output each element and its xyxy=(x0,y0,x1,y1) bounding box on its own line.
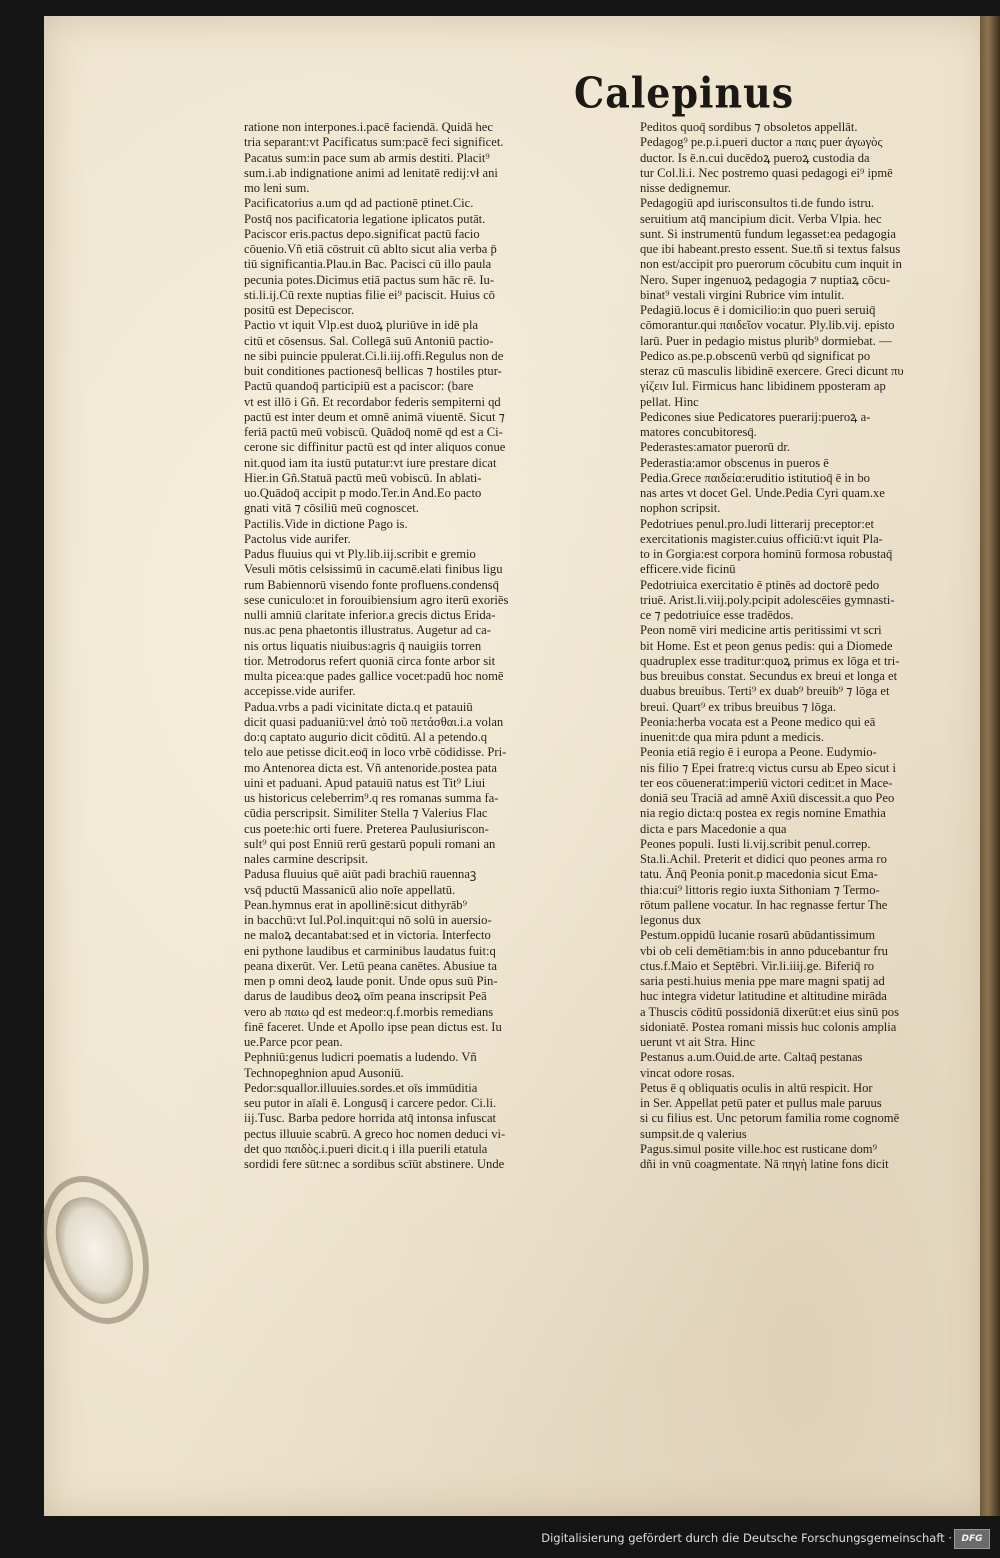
text-line: buit conditiones pactionesq̄ bellicas ⁊ hostiles ptur- xyxy=(244,364,502,378)
text-line: accepisse.vide aurifer. xyxy=(244,684,356,699)
text-line: eni pythone laudibus et carminibus laudatus fuit:q xyxy=(244,943,496,958)
text-line: cūdia perscripsit. Similiter Stella ⁊ Valerius Flac xyxy=(244,806,488,821)
text-line: nas artes vt docet Gel. Unde.Pedia Cyri quam.xe xyxy=(640,486,885,500)
text-line: seu putor in aīali ē. Longusq̄ i carcere pedor. Ci.li. xyxy=(244,1096,497,1110)
text-line: pecunia potes.Dicimus etiā pactus sum hāc rē. Iu- xyxy=(244,272,495,287)
text-line: Pacatus sum:in pace sum ab armis destiti. Placit⁹ xyxy=(244,150,490,165)
text-line: nales carmine descripsit. xyxy=(244,852,369,866)
text-line: dicit quasi paduaniū:vel ἀπὸ τοῦ πετάσθαι.i.a volan xyxy=(244,714,504,729)
text-line: Pedor:squallor.illuuies.sordes.et oīs immūditia xyxy=(244,1080,478,1095)
text-line: Pean.hymnus erat in apollinē:sicut dithyrāb⁹ xyxy=(244,897,467,912)
text-line: Pedia.Grece παιδεία:eruditio istitutioq̄ ē in bo xyxy=(640,470,870,485)
text-line: bus breuibus constat. Secundus ex breui et longa et xyxy=(640,669,898,683)
text-line: to in Gorgia:est corpora hominū formosa robustaq̄ xyxy=(640,547,893,561)
text-line: Pederastia:amor obscenus in pueros ē xyxy=(640,455,829,470)
text-line: uerunt vt ait Stra. Hinc xyxy=(640,1035,756,1049)
text-line: us historicus celeberrim⁹.q res romanas summa fa- xyxy=(244,791,499,805)
text-line: feriā pactū meū vobiscū. Quādoq̄ nomē qd est a Ci- xyxy=(244,425,503,439)
text-line: nulli amniū claritate inferior.a grecis dictus Erida- xyxy=(244,608,496,622)
text-line: cōmorantur.qui παιδεῖον vocatur. Ply.lib.vij. episto xyxy=(640,318,895,333)
text-line: Peon nomē viri medicine artis peritissimi vt scri xyxy=(640,623,882,638)
text-line: Peonia etiā regio ē i europa a Peone. Eudymio- xyxy=(640,745,877,760)
text-line: sult⁹ qui post Enniū rerū gestarū populi romani an xyxy=(244,836,496,851)
text-line: nia regio dicta:q postea ex regis nomine Emathia xyxy=(640,806,886,821)
text-line: Pactilis.Vide in dictione Pago is. xyxy=(244,516,408,531)
text-line: Pactū quandoq̄ participiū est a paciscor: (bare xyxy=(244,379,474,394)
text-line: tria separant:vt Pacificatus sum:pacē feci significet. xyxy=(244,135,504,150)
text-line: ue.Parce pcor pean. xyxy=(244,1035,343,1049)
text-line: que ibi habeant.presto essent. Sue.tñ si textus falsus xyxy=(640,242,901,256)
text-line: cōuenio.Vñ etiā cōstruit cū ablto sicut alia verba p̄ xyxy=(244,242,497,256)
text-line: triuē. Arist.li.viij.poly.pcipit adolescēies gymnasti- xyxy=(640,592,895,607)
text-line: Vesuli mōtis celsissimū in cacumē.elati finibus ligu xyxy=(244,562,503,577)
text-line: positū est Depeciscor. xyxy=(244,303,355,317)
text-line: in bacchū:vt Iul.Pol.inquit:qui nō solū in auersio- xyxy=(244,913,492,927)
text-line: gnati vitā ⁊ cōsiliū meū cognoscet. xyxy=(244,501,419,516)
text-line: mo leni sum. xyxy=(244,181,310,195)
text-line: non est/accipit pro puerorum cōcubitu cum inquit in xyxy=(640,257,902,272)
text-line: vsq̄ pductū Massanicū alio noīe appellatū. xyxy=(244,882,456,897)
text-line: Padusa fluuius quē aiūt padi brachiū rauennaꝫ xyxy=(244,867,477,882)
text-line: bit Home. Est et peon genus pedis: qui a Diomede xyxy=(640,638,893,653)
running-head: Calepinus xyxy=(574,67,795,118)
text-line: tiū significantia.Plau.in Bac. Pacisci cū illo paula xyxy=(244,257,492,272)
text-line: tur Col.li.i. Nec postremo quasi pedagogi ei⁹ ipmē xyxy=(640,165,893,180)
text-line: cus poete:hic orti fuere. Preterea Paulusiuriscon- xyxy=(244,821,489,836)
text-line: finē faceret. Unde et Apollo ipse pean dictus est. Iu xyxy=(244,1019,502,1034)
text-line: peana dixerūt. Ver. Letū peana canētes. Abusiue ta xyxy=(244,958,497,973)
text-line: binat⁹ vestali virgini Rubrice vim intulit. xyxy=(640,287,845,302)
text-line: nis ortus liquatis niuibus:agris q̄ nauigiis torren xyxy=(244,638,482,653)
text-line: saria pesti.huius menia ppe mare magni spatij ad xyxy=(640,974,885,988)
text-line: det quo παιδὸς.i.pueri dicit.q i illa puerili etatula xyxy=(244,1141,488,1156)
text-line: Postq̄ nos pacificatoria legatione iplicatos putāt. xyxy=(244,211,486,226)
text-line: ratione non interpones.i.pacē faciendā. Quidā hec xyxy=(244,120,493,134)
text-line: vincat odore rosas. xyxy=(640,1065,735,1080)
text-line: Petus ē q obliquatis oculis in altū respicit. Hor xyxy=(640,1080,873,1095)
text-line: inuenit:de qua mira pdunt a medicis. xyxy=(640,730,824,744)
text-line: si cu filius est. Unc petorum familia rome cognomē xyxy=(640,1111,900,1126)
text-line: Peonia:herba vocata est a Peone medico qui eā xyxy=(640,714,876,729)
page-edge xyxy=(980,16,1000,1516)
text-line: duabus breuibus. Terti⁹ ex duab⁹ breuib⁹ ⁊ lōga et xyxy=(640,684,890,699)
text-line: Technopeghnion apud Ausoniū. xyxy=(244,1065,404,1080)
text-line: γίζειν Iul. Firmicus hanc libidinem pposteram ap xyxy=(640,379,886,394)
text-line: pellat. Hinc xyxy=(640,394,699,409)
text-line: ter eos cōuenerat:imperiū victori cedit:et in Mace- xyxy=(640,775,893,790)
text-line: in Ser. Appellat petū pater et pullus male paruus xyxy=(640,1096,882,1110)
text-line: rōtum pallene vocatur. In hac regnasse fertur The xyxy=(640,897,888,912)
text-line: dicta e pars Macedonie a qua xyxy=(640,821,787,836)
text-line: exercitationis magister.cuius officiū:vt iquit Pla- xyxy=(640,531,883,546)
footer-bar xyxy=(0,1520,1000,1558)
text-line: sese cuniculo:et in forouibiensium agro iterū exoriēs xyxy=(244,592,509,607)
text-line: matores concubitoresq̄. xyxy=(640,425,757,439)
text-line: citū et cōsensus. Sal. Collegā suū Antoniū pactio- xyxy=(244,333,494,348)
text-line: Pactolus vide aurifer. xyxy=(244,531,351,546)
text-line: Peones populi. Iusti li.vij.scribit penul.correp. xyxy=(640,836,871,851)
dfg-logo-icon: DFG xyxy=(954,1529,990,1549)
text-line: Pephniū:genus ludicri poematis a ludendo. Vñ xyxy=(244,1050,477,1065)
text-line: Pactio vt iquit Vlp.est duoꝝ pluriūve in idē pla xyxy=(244,318,479,333)
text-line: Pacificatorius a.um qd ad pactionē ptinet.Cic. xyxy=(244,196,474,211)
text-line: larū. Puer in pedagio mistus plurib⁹ dormiebat. — xyxy=(640,333,892,348)
text-line: nisse dedignemur. xyxy=(640,181,731,195)
text-line: seruitium atq̄ mancipium dicit. Verba Vlpia. hec xyxy=(640,211,882,226)
text-line: Pedagiū.locus ē i domicilio:in quo pueri seruiq̄ xyxy=(640,303,876,317)
text-line: darus de laudibus deoꝝ oīm peana inscripsit Peā xyxy=(244,989,487,1004)
text-line: vt est illō i Gñ. Et recordabor federis sempiterni qd xyxy=(244,394,501,409)
text-line: Padus fluuius qui vt Ply.lib.iij.scribit e gremio xyxy=(244,547,476,561)
text-line: nophon scripsit. xyxy=(640,501,721,516)
text-line: Pestum.oppidū lucanie rosarū abūdantissimum xyxy=(640,928,876,943)
text-line: efficere.vide ficinū xyxy=(640,562,736,577)
text-line: Sta.li.Achil. Preterit et didici quo peones arma ro xyxy=(640,852,887,866)
text-line: cerone sic diffinitur pactū est qd inter aliquos conue xyxy=(244,440,506,455)
text-line: sumpsit.de q valerius xyxy=(640,1126,747,1141)
text-line: Padua.vrbs a padi vicinitate dicta.q et patauiū xyxy=(244,699,473,714)
text-line: sti.li.ij.Cū rexte nuptias filie ei⁹ paciscit. Huius cō xyxy=(244,287,495,302)
text-line: rum Babiennorū visendo fonte profluens.condensq̄ xyxy=(244,577,499,592)
text-line: ne maloꝝ decantabat:sed et in victoria. Interfecto xyxy=(244,928,491,943)
text-line: a Thuscis cōditū possidoniā dixerūt:et eius sinū pos xyxy=(640,1004,899,1019)
text-line: nus.ac pena phaetontis illustratus. Augetur ad ca- xyxy=(244,623,491,638)
text-line: multa picea:que pades gallice vocet:padū hoc nomē xyxy=(244,669,504,683)
text-line: ne sibi puincie ppulerat.Ci.li.iij.offi.Regulus non de xyxy=(244,348,504,363)
text-line: Pedicones siue Pedicatores puerarij:pueroꝝ a- xyxy=(640,409,871,424)
text-line: Pedotriuica exercitatio ē ptinēs ad doctorē pedo xyxy=(640,577,880,592)
text-column-left xyxy=(244,120,626,1242)
text-column-right xyxy=(640,120,982,1242)
text-line: sunt. Si instrumentū fundum legasset:ea pedagogia xyxy=(640,226,897,241)
text-line: pactū est inter deum et omnē animā viuentē. Sicut ⁊ xyxy=(244,409,505,424)
text-line: breui. Quart⁹ ex tribus breuibus ⁊ lōga. xyxy=(640,699,837,714)
text-line: sidoniatē. Postea romani missis huc colonis amplia xyxy=(640,1019,897,1034)
text-line: Pedico as.pe.p.obscenū verbū qd significat po xyxy=(640,348,871,363)
text-line: telo aue petisse dicit.eoq̄ in loco vrbē cōdidisse. Pri- xyxy=(244,745,507,760)
text-line: Pedagogiū apd iurisconsultos ti.de fundo istru. xyxy=(640,196,875,211)
text-line: Pedagog⁹ pe.p.i.pueri ductor a παις puer ἀγωγὸς xyxy=(640,135,883,150)
text-line: men p omni deoꝝ laude ponit. Unde opus suū Pin- xyxy=(244,974,498,988)
text-line: nis filio ⁊ Epei fratre:q victus cursu ab Epeo sicut i xyxy=(640,760,896,775)
text-line: doniā seu Traciā ad amnē Axiū discessit.a quo Peo xyxy=(640,791,895,805)
text-line: do:q captato augurio dicit cōditū. Al a petendo.q xyxy=(244,730,488,744)
footer-credit: Digitalisierung gefördert durch die Deutsche Forschungsgemeinschaft · xyxy=(541,1531,952,1545)
text-line: Pagus.simul posite ville.hoc est rusticane dom⁹ xyxy=(640,1141,877,1156)
text-line: nit.quod iam ita iustū putatur:vt iure prestare dicat xyxy=(244,455,497,470)
text-line: vero ab παιω qd est medeor:q.f.morbis remedians xyxy=(244,1004,494,1019)
text-line: ce ⁊ pedotriuice esse tradēdos. xyxy=(640,608,794,622)
text-line: legonus dux xyxy=(640,913,702,927)
text-line: Pedotriues penul.pro.ludi litterarij preceptor:et xyxy=(640,516,874,531)
text-line: pectus illuuie scabrū. A greco hoc nomen deduci vi- xyxy=(244,1126,506,1141)
text-line: dñi in vnū coagmentate. Nā πηγὴ latine fons dicit xyxy=(640,1157,889,1171)
text-line: uo.Quādoq̄ accipit p modo.Ter.in And.Eo pacto xyxy=(244,486,482,500)
text-line: tior. Metrodorus refert quoniā circa fonte arbor sit xyxy=(244,653,496,668)
text-line: Nero. Super ingenuoꝝ pedagogia ⁊ nuptiaꝝ cōcu- xyxy=(640,272,891,287)
text-line: Peditos quoq̄ sordibus ⁊ obsoletos appellāt. xyxy=(640,120,858,134)
text-line: ductor. Is ē.n.cui ducēdoꝝ pueroꝝ custodia da xyxy=(640,150,870,165)
text-line: thia:cui⁹ littoris regio iuxta Sithoniam ⁊ Termo- xyxy=(640,882,880,897)
text-line: Pestanus a.um.Ouid.de arte. Caltaq̄ pestanas xyxy=(640,1050,863,1065)
text-line: huc integra videtur latitudine et altitudine mirāda xyxy=(640,989,887,1004)
text-line: quadruplex esse traditur:quoꝝ primus ex lōga et tri- xyxy=(640,653,900,668)
text-line: mo Antenorea dicta est. Vñ antenoride.postea pata xyxy=(244,760,497,775)
text-line: vbi ob celi demētiam:bis in anno pducebantur fru xyxy=(640,943,888,958)
text-line: uini et paduani. Apud patauiū natus est Tit⁹ Liui xyxy=(244,775,486,790)
text-line: Hier.in Gñ.Statuā pactū meū vobiscū. In ablati- xyxy=(244,470,482,485)
text-line: steraz cū masculis libidinē exercere. Greci dicunt πυ xyxy=(640,364,904,378)
text-line: sordidi fere sūt:nec a sordibus scīūt abstinere. Unde xyxy=(244,1157,505,1171)
text-line: sum.i.ab indignatione animi ad lenitatē redij:vł ani xyxy=(244,165,498,180)
text-line: ctus.f.Maio et Septēbri. Vir.li.iiij.ge. Biferiq̄ ro xyxy=(640,958,875,973)
text-line: Pederastes:amator puerorū dr. xyxy=(640,440,791,455)
text-line: iij.Tusc. Barba pedore horrida atq̄ intonsa infuscat xyxy=(244,1111,497,1126)
text-line: Paciscor eris.pactus depo.significat pactū facio xyxy=(244,226,480,241)
text-line: tatu. Ānq̄ Peonia ponit.p macedonia sicut Ema- xyxy=(640,867,878,882)
